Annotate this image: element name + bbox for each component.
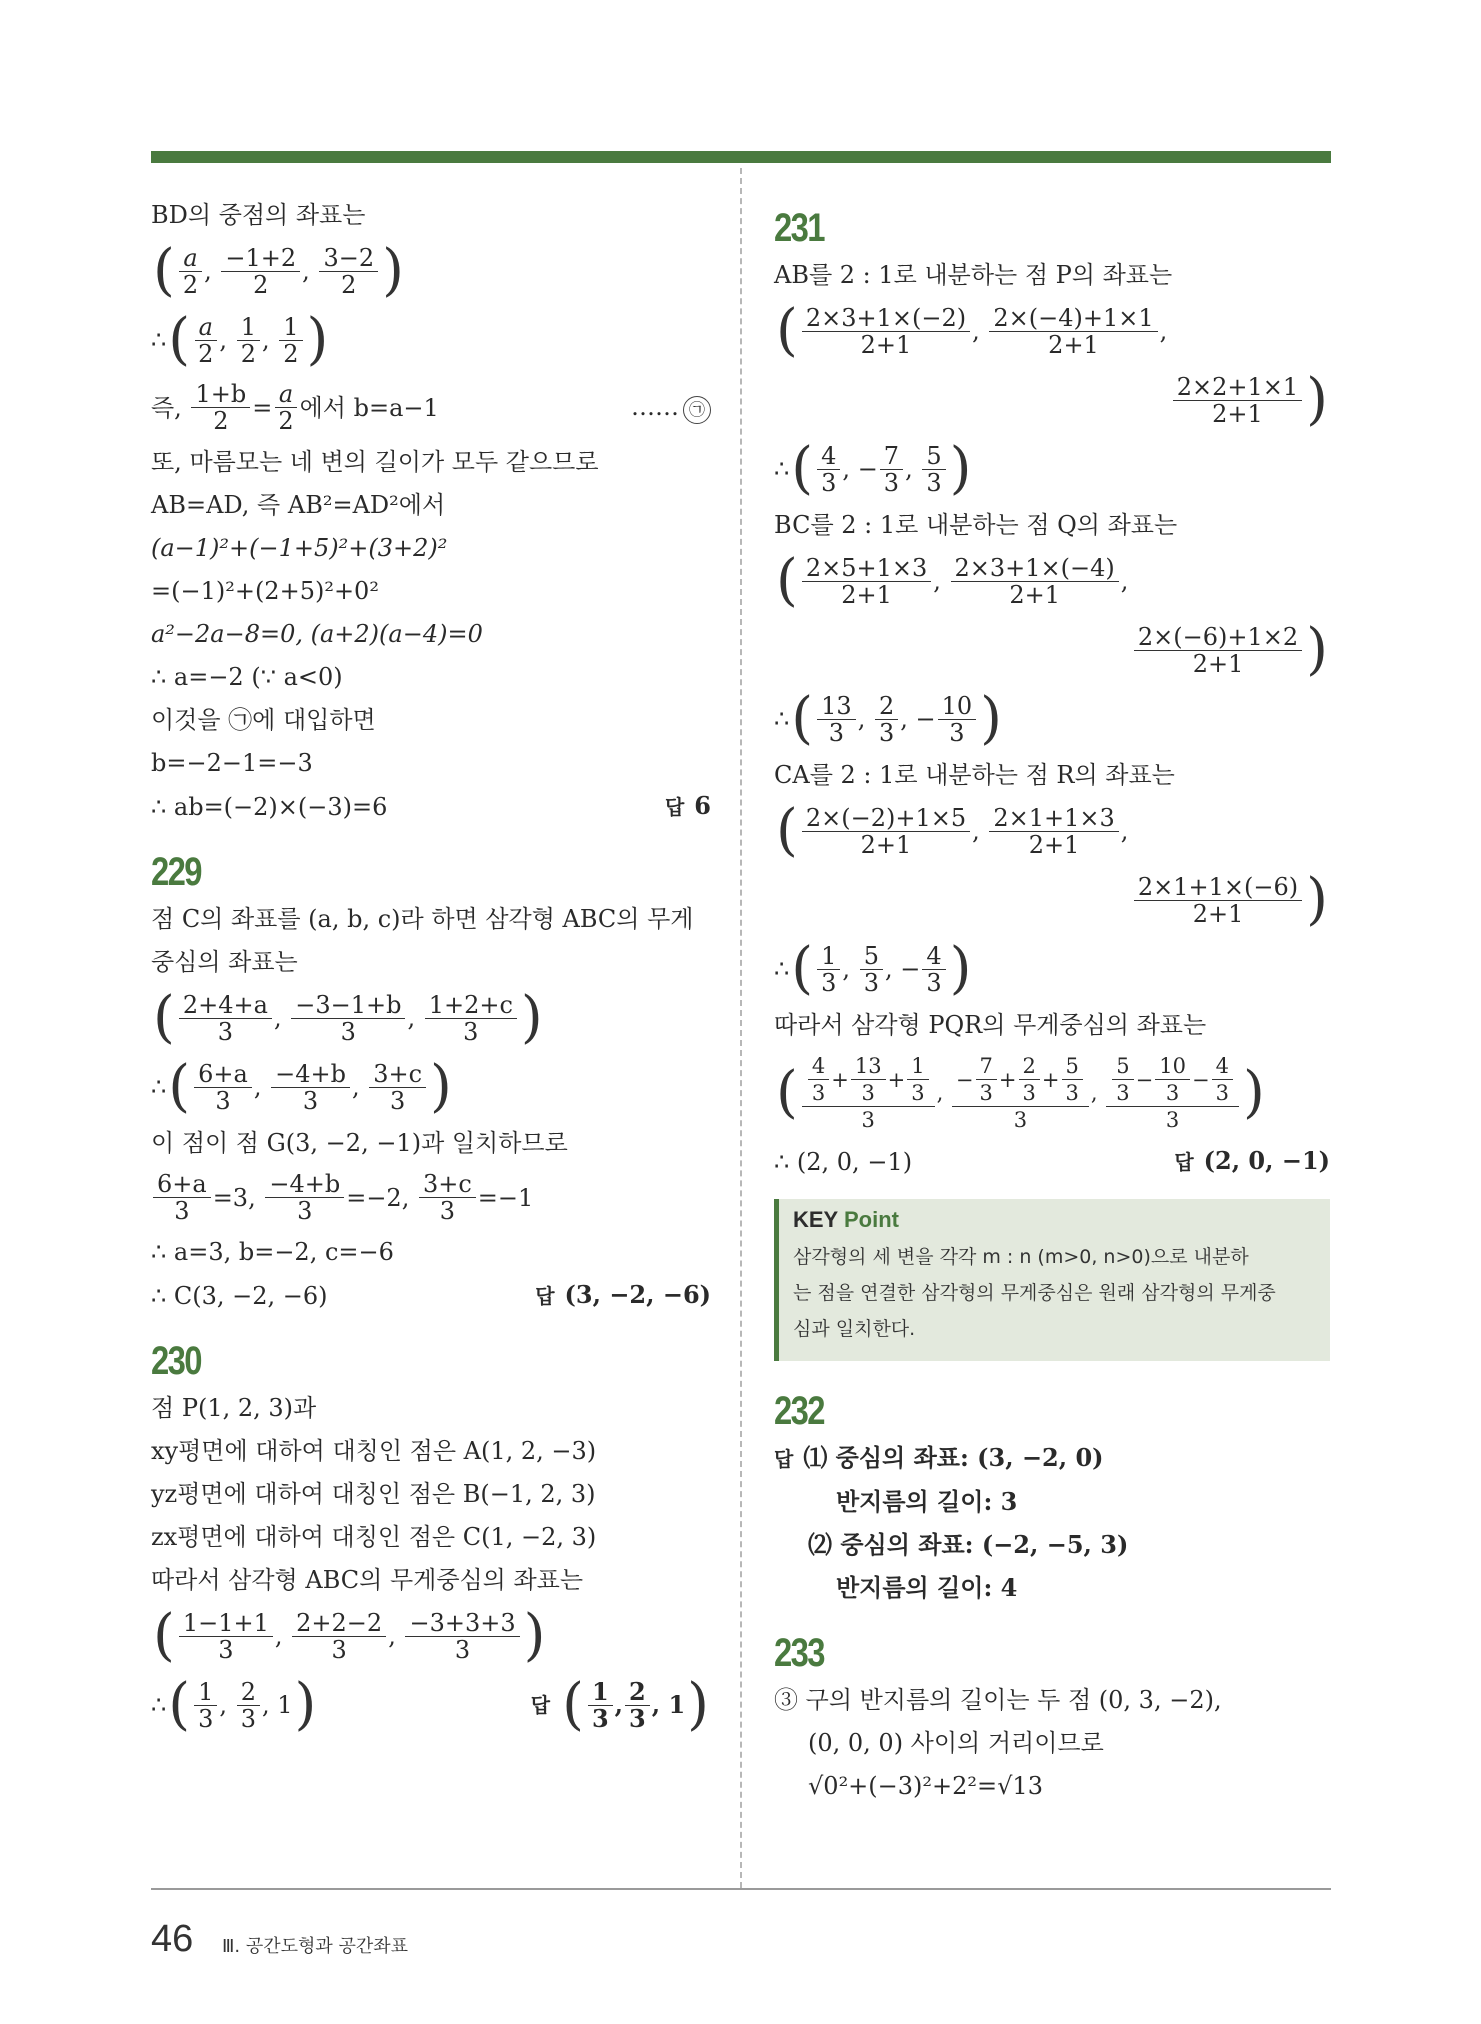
math-line: 즉, $\frac{1+b}{2}$ = $\frac{a}{2}$ 에서 b=a−1 …… ㉠ (151, 381, 711, 434)
math-line: ∴ ( $\frac{4}{3}$ , − $\frac{7}{3}$ , $\frac{5}{3}$ ) (774, 436, 972, 501)
math-line: ( $\frac{2\times(-2)+1\times 5}{2+1}$ , $\frac{2\times 1+1\times 3}{2+1}$ , (776, 798, 1129, 863)
equation-mark: ㉠ (683, 396, 711, 424)
fraction: $\frac{2+2-2}{3}$ (292, 1610, 386, 1663)
text-line: AB를 2 : 1로 내분하는 점 P의 좌표는 (774, 261, 1173, 289)
fraction: $\frac{-3-1+b}{3}$ (291, 992, 405, 1045)
answer-row: ∴ ab=(−2)×(−3)=6 답 6 (151, 791, 711, 821)
answer-row: ∴ (2, 0, −1) 답 (2, 0, −1) (774, 1146, 1330, 1176)
math-line: ( $\frac{2+4+a}{3}$ , $\frac{-3-1+b}{3}$ , $\frac{1+2+c}{3}$ ) (153, 985, 543, 1050)
fraction: $\frac{2\times 1+1\times 3}{2+1}$ (989, 805, 1118, 858)
text-line: xy평면에 대하여 대칭인 점은 A(1, 2, −3) (151, 1437, 597, 1465)
math-line: ∴ ( $\frac{a}{2}$ , $\frac{1}{2}$ , $\frac{1}{2}$ ) (151, 307, 329, 372)
key-point-title: KEY Point (793, 1207, 899, 1232)
fraction: $\frac{1}{3}$ (588, 1679, 613, 1732)
fraction: $\frac{2\times 3+1\times(-2)}{2+1}$ (802, 305, 970, 358)
top-accent-bar (151, 151, 1331, 163)
answer-row: 답 ⑴ 중심의 좌표: (3, −2, 0) (774, 1443, 1104, 1472)
fraction: $\frac{3-2}{2}$ (319, 245, 378, 298)
key-point-box (774, 1199, 1330, 1361)
text-line: CA를 2 : 1로 내분하는 점 R의 좌표는 (774, 761, 1175, 789)
problem-number: 229 (151, 850, 201, 894)
math-line: ( $\frac{2\times 3+1\times(-2)}{2+1}$ , $\frac{2\times(-4)+1\times 1}{2+1}$ , (776, 298, 1168, 363)
fraction: $\frac{3+c}{3}$ (369, 1061, 426, 1114)
text-line: BD의 중점의 좌표는 (151, 201, 366, 229)
fraction: $\frac{2\times 1+1\times(-6)}{2+1}$ (1134, 874, 1302, 927)
fraction: $\frac{1+2+c}{3}$ (425, 992, 517, 1045)
text-line: b=−2−1=−3 (151, 749, 313, 777)
text-line: 이것을 ㉠에 대입하면 (151, 706, 376, 734)
math-line: ( $\frac{a}{2}$ , $\frac{-1+2}{2}$ , $\frac{3-2}{2}$ ) (153, 238, 404, 303)
fraction: $\frac{5}{3}$ (922, 443, 945, 496)
fraction: $\frac{4}{3}$ (817, 443, 840, 496)
answer: 답 (3, −2, −6) (535, 1280, 711, 1309)
text-line: 반지름의 길이: 3 (836, 1487, 1018, 1516)
fraction: $\frac{-4+b}{3}$ (271, 1061, 350, 1114)
math-line: ∴ ( $\frac{13}{3}$ , $\frac{2}{3}$ , − $\frac{10}{3}$ ) (774, 686, 1003, 751)
key-point-text: 삼각형의 세 변을 각각 m : n (m>0, n>0)으로 내분하 (793, 1246, 1249, 1268)
problem-number: 231 (774, 206, 824, 250)
fraction: $\frac{-3+3+3}{3}$ (405, 1610, 519, 1663)
fraction: $\frac{4}{3}$ (922, 943, 945, 996)
fraction: $\frac{a}{2}$ (194, 314, 217, 367)
text-line: =(−1)²+(2+5)²+0² (151, 577, 379, 605)
fraction: $\frac{6+a}{3}$ (194, 1061, 252, 1114)
fraction: $\frac{6+a}{3}$ (153, 1171, 211, 1224)
math-line: ∴ ( $\frac{1}{3}$ , $\frac{5}{3}$ , − $\frac{4}{3}$ ) (774, 936, 972, 1001)
fraction: $\frac{7}{3}$ (880, 443, 903, 496)
compound-fraction: $\frac{4}{3}$ + $\frac{13}{3}$ + $\frac{1}{3}$ 3 (802, 1053, 935, 1133)
fraction: $\frac{1}{3}$ (817, 943, 840, 996)
fraction: $\frac{-4+b}{3}$ (265, 1171, 344, 1224)
text-line: 또, 마름모는 네 변의 길이가 모두 같으므로 (151, 448, 599, 476)
text-line: BC를 2 : 1로 내분하는 점 Q의 좌표는 (774, 511, 1178, 539)
answer: 답 ( $\frac{1}{3}$ , $\frac{2}{3}$ , 1 ) (530, 1672, 709, 1737)
fraction: $\frac{-1+2}{2}$ (221, 245, 300, 298)
fraction: $\frac{13}{3}$ (817, 693, 856, 746)
fraction: $\frac{2\times 3+1\times(-4)}{2+1}$ (951, 555, 1119, 608)
text-line: 중심의 좌표는 (151, 948, 298, 976)
right-column (774, 200, 1330, 1814)
text-line: ∴ a=−2 (∵ a<0) (151, 663, 343, 691)
text-line: ⑵ 중심의 좌표: (−2, −5, 3) (808, 1530, 1129, 1559)
text-line: √0²+(−3)²+2²=√13 (808, 1772, 1043, 1800)
fraction: $\frac{2}{3}$ (625, 1679, 650, 1732)
text-line: AB=AD, 즉 AB²=AD²에서 (151, 491, 446, 519)
text-line: (a−1)²+(−1+5)²+(3+2)² (151, 534, 448, 562)
left-column (151, 200, 711, 1746)
problem-number: 230 (151, 1339, 201, 1383)
fraction: $\frac{1-1+1}{3}$ (179, 1610, 273, 1663)
text-line: 따라서 삼각형 ABC의 무게중심의 좌표는 (151, 1566, 584, 1594)
math-line: $\frac{6+a}{3}$ =3, $\frac{-4+b}{3}$ =−2, $\frac{3+c}{3}$ =−1 (151, 1171, 711, 1224)
math-line: ( $\frac{4}{3}$ + $\frac{13}{3}$ + $\frac{1}{3}$ 3 , − $\frac{7}{3}$ + $\frac{2}{3}$ + $\frac{5}{3}$ 3 , $\frac{5}{3}$ − $\frac{10}{3}$ − $\frac{4}{3}$ 3 ) (776, 1054, 1265, 1132)
fraction: $\frac{a}{2}$ (179, 245, 202, 298)
fraction: $\frac{2\times(-2)+1\times 5}{2+1}$ (802, 805, 970, 858)
compound-fraction: $\frac{5}{3}$ − $\frac{10}{3}$ − $\frac{4}{3}$ 3 (1106, 1053, 1239, 1133)
text-line: 점 P(1, 2, 3)과 (151, 1394, 317, 1422)
fraction: $\frac{2+4+a}{3}$ (179, 992, 272, 1045)
text-line: a²−2a−8=0, (a+2)(a−4)=0 (151, 620, 483, 648)
compound-fraction: − $\frac{7}{3}$ + $\frac{2}{3}$ + $\frac{5}{3}$ 3 (952, 1053, 1089, 1133)
math-line: ∴ ( $\frac{6+a}{3}$ , $\frac{-4+b}{3}$ , $\frac{3+c}{3}$ ) (151, 1054, 452, 1119)
answer: 답 6 (664, 791, 711, 820)
column-divider (740, 168, 742, 1888)
fraction: $\frac{2}{3}$ (875, 693, 898, 746)
fraction: $\frac{2\times 5+1\times 3}{2+1}$ (802, 555, 931, 608)
fraction: $\frac{1}{2}$ (237, 314, 260, 367)
fraction: $\frac{5}{3}$ (860, 943, 883, 996)
fraction: $\frac{2\times(-4)+1\times 1}{2+1}$ (989, 305, 1157, 358)
text-line: ∴ a=3, b=−2, c=−6 (151, 1238, 394, 1266)
fraction: $\frac{a}{2}$ (274, 381, 297, 434)
problem-number: 232 (774, 1389, 824, 1433)
footer-rule (151, 1888, 1331, 1890)
page-number: 46 (151, 1918, 194, 1960)
text-line: 점 C의 좌표를 (a, b, c)라 하면 삼각형 ABC의 무게 (151, 905, 694, 933)
math-line: ( $\frac{2\times 5+1\times 3}{2+1}$ , $\frac{2\times 3+1\times(-4)}{2+1}$ , (776, 548, 1129, 613)
text-line: ③ 구의 반지름의 길이는 두 점 (0, 3, −2), (774, 1686, 1222, 1714)
text-line: yz평면에 대하여 대칭인 점은 B(−1, 2, 3) (151, 1480, 596, 1508)
text-line: 따라서 삼각형 PQR의 무게중심의 좌표는 (774, 1011, 1207, 1039)
chapter-title: Ⅲ. 공간도형과 공간좌표 (222, 1936, 409, 1957)
fraction: $\frac{10}{3}$ (938, 693, 977, 746)
fraction: $\frac{1}{2}$ (279, 314, 302, 367)
answer-row: ∴ ( $\frac{1}{3}$ , $\frac{2}{3}$ , 1 ) 답 ( $\frac{1}{3}$ , $\frac{2}{3}$ , 1 ) (151, 1672, 709, 1737)
fraction: $\frac{2\times 2+1\times 1}{2+1}$ (1173, 374, 1302, 427)
fraction: $\frac{1+b}{2}$ (191, 381, 250, 434)
text-line: 이 점이 점 G(3, −2, −1)과 일치하므로 (151, 1129, 568, 1157)
fraction: $\frac{2\times(-6)+1\times 2}{2+1}$ (1134, 624, 1302, 677)
text-line: 반지름의 길이: 4 (836, 1573, 1018, 1602)
math-line: ( $\frac{1-1+1}{3}$ , $\frac{2+2-2}{3}$ , $\frac{-3+3+3}{3}$ ) (153, 1603, 546, 1668)
key-point-text: 심과 일치한다. (793, 1318, 916, 1340)
fraction: $\frac{1}{3}$ (194, 1679, 217, 1732)
text-line: (0, 0, 0) 사이의 거리이므로 (808, 1729, 1104, 1757)
problem-number: 233 (774, 1631, 824, 1675)
answer: 답 (2, 0, −1) (1174, 1146, 1330, 1175)
math-line: $\frac{2\times 2+1\times 1}{2+1}$ ) (774, 372, 1330, 428)
answer-row: ∴ C(3, −2, −6) 답 (3, −2, −6) (151, 1280, 711, 1310)
math-line: $\frac{2\times 1+1\times(-6)}{2+1}$ ) (774, 872, 1330, 928)
fraction: $\frac{2}{3}$ (237, 1679, 260, 1732)
text-line: zx평면에 대하여 대칭인 점은 C(1, −2, 3) (151, 1523, 597, 1551)
math-line: $\frac{2\times(-6)+1\times 2}{2+1}$ ) (774, 622, 1330, 678)
fraction: $\frac{3+c}{3}$ (419, 1171, 476, 1224)
key-point-text: 는 점을 연결한 삼각형의 무게중심은 원래 삼각형의 무게중 (793, 1282, 1276, 1304)
